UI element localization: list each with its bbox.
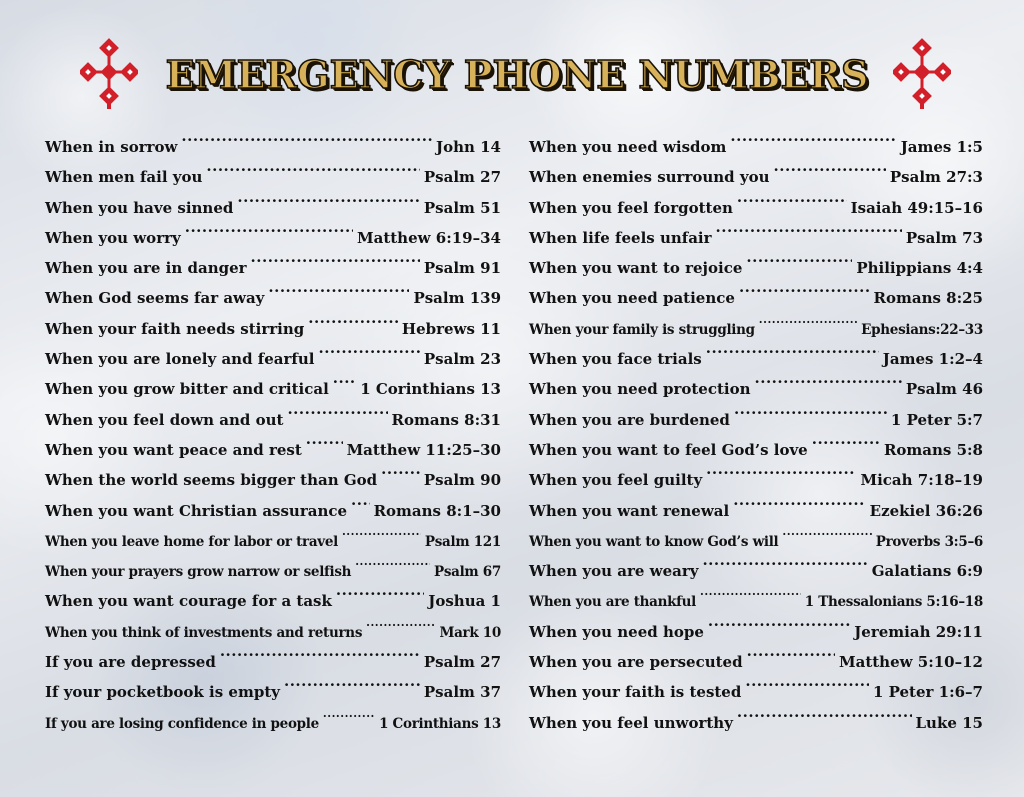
- situation-text: When you feel down and out: [45, 410, 284, 429]
- situation-text: When you feel forgotten: [529, 198, 733, 217]
- leader-dots: [308, 304, 398, 334]
- scripture-reference: 1 Peter 5:7: [890, 410, 983, 429]
- situation-text: When you want to rejoice: [529, 259, 743, 278]
- scripture-reference: James 1:5: [900, 138, 983, 156]
- leader-dots: [739, 273, 870, 303]
- situation-text: If you are depressed: [45, 653, 216, 672]
- situation-text: When your faith needs stirring: [45, 319, 305, 338]
- scripture-reference: Matthew 6:19–34: [357, 228, 501, 247]
- ornate-cross-icon: [80, 38, 138, 110]
- situation-text: When you leave home for labor or travel: [45, 533, 338, 550]
- situation-text: When enemies surround you: [529, 168, 770, 187]
- leader-dots: [206, 152, 420, 182]
- leader-dots: [759, 304, 857, 334]
- leader-dots: [381, 455, 420, 485]
- situation-text: When you need wisdom: [529, 138, 727, 156]
- scripture-reference: Jeremiah 29:11: [854, 622, 983, 641]
- situation-text: When in sorrow: [45, 138, 178, 156]
- scripture-reference: Psalm 121: [424, 533, 501, 550]
- situation-text: If you are losing confidence in people: [45, 715, 319, 732]
- leader-dots: [251, 243, 420, 273]
- situation-text: When you want to feel God’s love: [529, 440, 808, 459]
- leader-dots: [336, 576, 424, 606]
- leader-dots: [706, 334, 879, 364]
- ornate-cross-icon: [893, 38, 951, 110]
- leader-dots: [747, 637, 835, 667]
- leader-dots: [733, 486, 865, 516]
- situation-text: When you worry: [45, 228, 181, 247]
- scripture-reference: Matthew 5:10–12: [839, 653, 983, 672]
- scripture-reference: Joshua 1: [428, 592, 501, 611]
- scripture-reference: Romans 8:31: [391, 410, 501, 429]
- leader-dots: [318, 334, 419, 364]
- situation-text: When your faith is tested: [529, 683, 742, 702]
- scripture-reference: Psalm 46: [905, 380, 983, 399]
- leader-dots: [700, 576, 801, 606]
- scripture-reference: Psalm 27:3: [889, 168, 983, 187]
- list-item: [45, 122, 501, 156]
- scripture-reference: 1 Thessalonians 5:16–18: [804, 594, 983, 611]
- leader-dots: [730, 122, 896, 152]
- list-item: [529, 122, 983, 156]
- situation-text: When the world seems bigger than God: [45, 471, 378, 490]
- situation-text: When you are thankful: [529, 594, 697, 611]
- leader-dots: [323, 698, 375, 728]
- situation-text: When men fail you: [45, 168, 203, 187]
- leader-dots: [745, 667, 869, 697]
- scripture-reference: Isaiah 49:15–16: [850, 198, 983, 217]
- scripture-reference: John 14: [435, 138, 501, 156]
- situation-text: When you want to know God’s will: [529, 533, 779, 550]
- leader-dots: [774, 152, 886, 182]
- header: [0, 34, 1024, 114]
- leader-dots: [220, 637, 420, 667]
- situation-text: When you feel unworthy: [529, 713, 733, 732]
- scripture-reference: Luke 15: [915, 713, 983, 732]
- leader-dots: [737, 183, 847, 213]
- scripture-reference: Psalm 51: [423, 198, 501, 217]
- page-title: EMERGENCY PHONE NUMBERS: [165, 52, 869, 97]
- scripture-reference: Psalm 139: [413, 289, 501, 308]
- situation-text: When you are in danger: [45, 259, 247, 278]
- scripture-reference: Proverbs 3:5–6: [875, 533, 983, 550]
- situation-text: If your pocketbook is empty: [45, 683, 280, 702]
- leader-dots: [268, 273, 409, 303]
- situation-text: When you have sinned: [45, 198, 234, 217]
- scripture-reference: Matthew 11:25–30: [346, 440, 501, 459]
- scripture-reference: 1 Corinthians 13: [379, 715, 501, 732]
- scripture-reference: Romans 8:1–30: [373, 501, 501, 520]
- scripture-reference: Ephesians:22–33: [861, 321, 983, 338]
- situation-text: When you need patience: [529, 289, 735, 308]
- situation-text: When you grow bitter and critical: [45, 380, 329, 399]
- situation-text: When you are burdened: [529, 410, 730, 429]
- scripture-reference: Psalm 23: [423, 350, 501, 369]
- leader-dots: [702, 546, 867, 576]
- scripture-reference: Psalm 90: [423, 471, 501, 490]
- scripture-reference: Romans 5:8: [883, 440, 983, 459]
- scripture-reference: Psalm 27: [423, 653, 501, 672]
- left-column: [45, 122, 501, 732]
- leader-dots: [185, 213, 353, 243]
- situation-text: When you want peace and rest: [45, 440, 302, 459]
- leader-dots: [812, 425, 880, 455]
- leader-dots: [284, 667, 420, 697]
- leader-dots: [734, 395, 887, 425]
- situation-text: When you want Christian assurance: [45, 501, 348, 520]
- right-column: [529, 122, 983, 732]
- scripture-reference: 1 Corinthians 13: [360, 380, 501, 399]
- scripture-reference: Mark 10: [439, 624, 501, 641]
- leader-dots: [708, 607, 850, 637]
- situation-text: When life feels unfair: [529, 228, 712, 247]
- scripture-reference: Psalm 73: [905, 228, 983, 247]
- scripture-reference: Psalm 37: [423, 683, 501, 702]
- situation-text: When you are weary: [529, 562, 699, 581]
- scripture-reference: Psalm 67: [434, 564, 501, 581]
- leader-dots: [237, 183, 420, 213]
- leader-dots: [706, 455, 856, 485]
- leader-dots: [342, 516, 421, 546]
- situation-text: When you want renewal: [529, 501, 730, 520]
- situation-text: When you are lonely and fearful: [45, 350, 315, 369]
- leader-dots: [366, 607, 435, 637]
- scripture-reference: 1 Peter 1:6–7: [872, 683, 983, 702]
- leader-dots: [746, 243, 852, 273]
- scripture-reference: Hebrews 11: [401, 319, 501, 338]
- scripture-reference: Psalm 91: [423, 259, 501, 278]
- leader-dots: [287, 395, 387, 425]
- leader-dots: [355, 546, 430, 576]
- situation-text: When you think of investments and returns: [45, 624, 363, 641]
- scripture-reference: Romans 8:25: [873, 289, 983, 308]
- situation-text: When you feel guilty: [529, 471, 703, 490]
- leader-dots: [782, 516, 871, 546]
- scripture-reference: Micah 7:18–19: [860, 471, 983, 490]
- leader-dots: [306, 425, 343, 455]
- leader-dots: [716, 213, 902, 243]
- leader-dots: [737, 698, 912, 728]
- situation-text: When you face trials: [529, 350, 702, 369]
- scripture-reference: Galatians 6:9: [871, 562, 983, 581]
- scripture-reference: Ezekiel 36:26: [869, 501, 983, 520]
- situation-text: When your prayers grow narrow or selfish: [45, 564, 352, 581]
- situation-text: When you want courage for a task: [45, 592, 332, 611]
- scripture-reference: Philippians 4:4: [856, 259, 983, 278]
- leader-dots: [755, 364, 902, 394]
- situation-text: When you need protection: [529, 380, 751, 399]
- situation-text: When God seems far away: [45, 289, 265, 308]
- leader-dots: [333, 364, 356, 394]
- situation-text: When you need hope: [529, 622, 704, 641]
- situation-text: When your family is struggling: [529, 321, 755, 338]
- scripture-reference: James 1:2–4: [882, 350, 983, 369]
- leader-dots: [351, 486, 370, 516]
- situation-text: When you are persecuted: [529, 653, 743, 672]
- leader-dots: [181, 122, 432, 152]
- scripture-reference: Psalm 27: [423, 168, 501, 187]
